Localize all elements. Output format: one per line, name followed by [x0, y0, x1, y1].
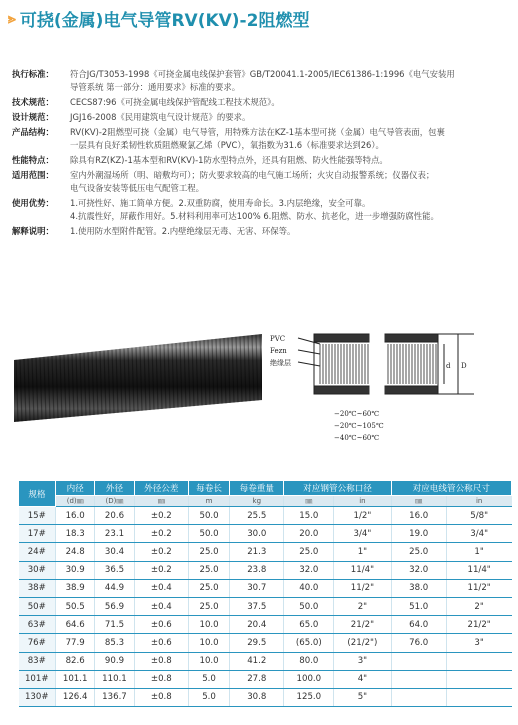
insulation-label: 绝缘层: [270, 359, 291, 367]
unit-cell: in: [446, 496, 511, 507]
table-cell: 5/8": [446, 507, 511, 525]
table-cell: 16.0: [56, 507, 95, 525]
table-row: [19, 670, 512, 688]
table-cell: 64.0: [391, 616, 446, 634]
table-cell: 10.0: [188, 652, 229, 670]
spec-text: 符合JG/T3053-1998《可挠金属电线保护套管》GB/T20041.1-2005/IEC61386-1:1996《电气安装用 导管系统 第一部分：通用要求》标准的要求。: [70, 69, 455, 92]
table-cell: 21/2": [334, 616, 391, 634]
temp-range-3: −40℃~60℃: [334, 434, 380, 442]
table-cell: 71.5: [95, 616, 134, 634]
table-cell: 3": [446, 634, 511, 652]
unit-cell: (d)㎜: [56, 496, 95, 507]
table-cell: 38.9: [56, 579, 95, 597]
table-cell: 32.0: [391, 561, 446, 579]
table-cell: 5": [334, 688, 391, 706]
spec-label: 技术规范：: [12, 97, 54, 107]
spec-label: 解释说明：: [12, 226, 54, 236]
table-cell: 24.8: [56, 543, 95, 561]
spec-text: RV(KV)-2阻燃型可挠（金属）电气导管，用特殊方法在KZ-1基本型可挠（金属）电气导管表面，包裹 一层具有良好柔韧性软质阻燃聚氯乙烯（PVC），氧指数为31.6（标准要求达到26）。: [70, 127, 445, 150]
table-cell: 80.0: [284, 652, 334, 670]
spec-label: 性能特点：: [12, 155, 54, 165]
table-cell: 85.3: [95, 634, 134, 652]
table-cell: 25.0: [391, 543, 446, 561]
table-cell: 36.5: [95, 561, 134, 579]
table-cell: 17#: [19, 525, 56, 543]
table-cell: 1/2": [334, 507, 391, 525]
cable-photo: [14, 326, 262, 424]
table-row: [19, 688, 512, 706]
column-header: 每卷长: [188, 481, 229, 496]
spec-list: [12, 68, 512, 240]
table-cell: ±0.2: [134, 507, 188, 525]
table-cell: ±0.4: [134, 579, 188, 597]
spec-row: [12, 111, 512, 124]
spec-row: [12, 96, 512, 109]
table-row: [19, 561, 512, 579]
table-cell: 20.4: [230, 616, 284, 634]
table-row: [19, 579, 512, 597]
title-bar: [8, 6, 309, 31]
table-cell: ±0.6: [134, 634, 188, 652]
spec-row: [12, 126, 512, 152]
spec-label: 设计规范：: [12, 112, 54, 122]
table-cell: 101#: [19, 670, 56, 688]
table-cell: 20.6: [95, 507, 134, 525]
table-cell: ±0.8: [134, 652, 188, 670]
table-cell: 50.0: [188, 507, 229, 525]
table-cell: 16.0: [391, 507, 446, 525]
spec-text: JGJ16-2008《民用建筑电气设计规范》的要求。: [70, 112, 251, 122]
table-cell: (21/2"): [334, 634, 391, 652]
inner-diameter-label: d: [446, 362, 451, 370]
table-cell: 50.0: [188, 525, 229, 543]
table-cell: [446, 670, 511, 688]
spec-label: 使用优势：: [12, 198, 54, 208]
table-cell: 130#: [19, 688, 56, 706]
unit-cell: in: [334, 496, 391, 507]
table-cell: 30.8: [230, 688, 284, 706]
table-cell: ±0.4: [134, 597, 188, 615]
table-cell: 50.0: [284, 597, 334, 615]
table-cell: 1": [334, 543, 391, 561]
table-cell: 25.0: [188, 579, 229, 597]
column-header: 外径公差: [134, 481, 188, 496]
table-row: [19, 525, 512, 543]
column-header: 外径: [95, 481, 134, 496]
table-cell: 51.0: [391, 597, 446, 615]
table-cell: 90.9: [95, 652, 134, 670]
table-cell: 83#: [19, 652, 56, 670]
table-cell: 15#: [19, 507, 56, 525]
spec-row: [12, 169, 512, 195]
table-cell: 5.0: [188, 688, 229, 706]
table-row: [19, 652, 512, 670]
table-cell: 76#: [19, 634, 56, 652]
page-title: 可挠(金属)电气导管RV(KV)-2阻燃型: [19, 11, 310, 31]
spec-row: [12, 225, 512, 238]
table-cell: 77.9: [56, 634, 95, 652]
table-cell: 110.1: [95, 670, 134, 688]
column-header: 每卷重量: [230, 481, 284, 496]
spec-label: 适用范围：: [12, 170, 54, 180]
spec-text: 室内外潮湿场所（明、暗敷均可）；防火要求较高的电气施工场所；火灾自动报警系统；仪器仪表； 电气设备安装等低压电气配管工程。: [70, 170, 435, 193]
table-cell: 23.8: [230, 561, 284, 579]
table-cell: 41.2: [230, 652, 284, 670]
table-cell: 29.5: [230, 634, 284, 652]
table-cell: 21.3: [230, 543, 284, 561]
spec-text: 除具有RZ(KZ)-1基本型和RV(KV)-1防水型特点外，还具有阻燃、防火性能强等特点。: [70, 155, 388, 165]
temp-range-1: −20℃~60℃: [334, 410, 380, 418]
column-header: 对应电线管公称尺寸: [391, 481, 511, 496]
table-cell: 19.0: [391, 525, 446, 543]
table-cell: 63#: [19, 616, 56, 634]
unit-cell: ㎜: [391, 496, 446, 507]
table-cell: 18.3: [56, 525, 95, 543]
table-cell: 1": [446, 543, 511, 561]
table-cell: 25.0: [284, 543, 334, 561]
table-cell: 10.0: [188, 634, 229, 652]
table-cell: 136.7: [95, 688, 134, 706]
table-cell: 50#: [19, 597, 56, 615]
table-cell: 11/2": [446, 579, 511, 597]
unit-cell: kg: [230, 496, 284, 507]
table-cell: 15.0: [284, 507, 334, 525]
table-cell: 4": [334, 670, 391, 688]
spec-text: CECS87:96《可挠金属电线保护管配线工程技术规范》。: [70, 97, 280, 107]
table-cell: 3": [334, 652, 391, 670]
table-cell: 101.1: [56, 670, 95, 688]
table-cell: 11/4": [334, 561, 391, 579]
table-row: [19, 543, 512, 561]
table-cell: 25.0: [188, 561, 229, 579]
table-cell: [446, 652, 511, 670]
table-row: [19, 616, 512, 634]
table-cell: 30.9: [56, 561, 95, 579]
table-cell: 32.0: [284, 561, 334, 579]
table-cell: 38#: [19, 579, 56, 597]
table-cell: 65.0: [284, 616, 334, 634]
unit-cell: ㎜: [284, 496, 334, 507]
table-cell: 3/4": [446, 525, 511, 543]
fezn-label: Fezn: [270, 347, 287, 355]
table-cell: 3/4": [334, 525, 391, 543]
table-cell: ±0.2: [134, 543, 188, 561]
table-cell: 2": [446, 597, 511, 615]
spec-text: 1.使用防水型附件配管。2.内壁绝缘层无毒、无害、环保等。: [70, 226, 296, 236]
table-cell: 56.9: [95, 597, 134, 615]
column-header: 对应钢管公称口径: [284, 481, 391, 496]
spec-row: [12, 68, 512, 94]
table-row: [19, 634, 512, 652]
structure-diagram: [270, 330, 506, 455]
outer-diameter-label: D: [461, 362, 467, 370]
table-cell: 23.1: [95, 525, 134, 543]
unit-cell: ㎜: [134, 496, 188, 507]
table-cell: 37.5: [230, 597, 284, 615]
table-cell: [391, 688, 446, 706]
table-cell: 24#: [19, 543, 56, 561]
unit-cell: (D)㎜: [95, 496, 134, 507]
table-cell: ±0.8: [134, 670, 188, 688]
spec-label: 产品结构：: [12, 127, 54, 137]
table-cell: 50.5: [56, 597, 95, 615]
table-cell: 2": [334, 597, 391, 615]
table-cell: [391, 652, 446, 670]
column-header: 规格: [19, 481, 56, 507]
table-cell: 125.0: [284, 688, 334, 706]
table-cell: 44.9: [95, 579, 134, 597]
table-cell: (65.0): [284, 634, 334, 652]
table-cell: 27.8: [230, 670, 284, 688]
table-cell: 20.0: [284, 525, 334, 543]
table-cell: [446, 688, 511, 706]
table-cell: [391, 670, 446, 688]
table-cell: ±0.6: [134, 616, 188, 634]
table-cell: ±0.2: [134, 525, 188, 543]
double-chevron-icon: ⪢: [8, 10, 14, 27]
table-cell: 38.0: [391, 579, 446, 597]
spec-text: 1.可挠性好、施工简单方便。2.双重防腐，使用寿命长。3.内层绝缘，安全可靠。 4.抗震性好，屏蔽作用好。5.材料利用率可达100% 6.阻燃、防水、抗老化，进一步增强防腐性能。: [70, 198, 439, 221]
table-cell: 30.7: [230, 579, 284, 597]
table-cell: 100.0: [284, 670, 334, 688]
table-cell: 21/2": [446, 616, 511, 634]
table-cell: ±0.8: [134, 688, 188, 706]
unit-cell: m: [188, 496, 229, 507]
table-cell: 40.0: [284, 579, 334, 597]
table-cell: 30.4: [95, 543, 134, 561]
spec-row: [12, 197, 512, 223]
table-cell: 5.0: [188, 670, 229, 688]
table-cell: 64.6: [56, 616, 95, 634]
table-cell: 11/4": [446, 561, 511, 579]
table-row: [19, 507, 512, 525]
table-row: [19, 597, 512, 615]
table-cell: 25.0: [188, 543, 229, 561]
table-cell: 25.5: [230, 507, 284, 525]
spec-label: 执行标准：: [12, 69, 54, 79]
spec-row: [12, 154, 512, 167]
table-cell: 126.4: [56, 688, 95, 706]
table-cell: 10.0: [188, 616, 229, 634]
table-cell: 11/2": [334, 579, 391, 597]
table-cell: 30.0: [230, 525, 284, 543]
table-cell: 82.6: [56, 652, 95, 670]
spec-table: [18, 480, 512, 707]
table-cell: 30#: [19, 561, 56, 579]
table-cell: 76.0: [391, 634, 446, 652]
table-cell: ±0.2: [134, 561, 188, 579]
temp-range-2: −20℃~105℃: [334, 422, 384, 430]
column-header: 内径: [56, 481, 95, 496]
table-cell: 25.0: [188, 597, 229, 615]
pvc-label: PVC: [270, 335, 286, 343]
